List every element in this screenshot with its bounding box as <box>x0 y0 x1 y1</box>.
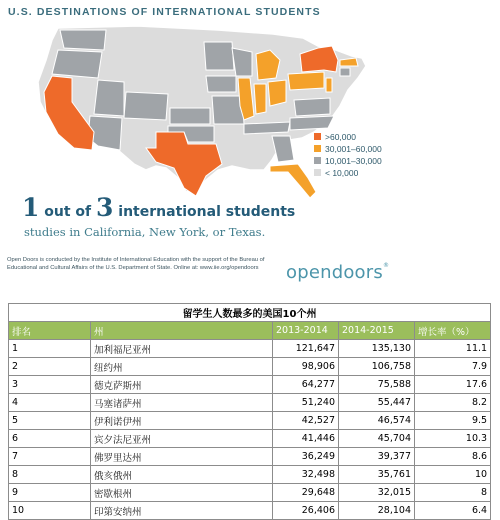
state-co <box>124 92 168 120</box>
legend-item <box>314 131 382 142</box>
rank-cell: 10 <box>9 502 91 520</box>
growth-rate-cell: 10 <box>415 466 491 484</box>
state-ma <box>340 58 358 66</box>
table-row <box>9 412 491 430</box>
logo-registered-mark: ® <box>382 262 390 269</box>
table-header-row <box>9 322 491 340</box>
legend-item <box>314 143 382 154</box>
state-name-cell: 宾夕法尼亚州 <box>91 430 273 448</box>
state-wi <box>232 48 252 76</box>
rank-cell: 7 <box>9 448 91 466</box>
table-row <box>9 394 491 412</box>
growth-rate-cell: 7.9 <box>415 358 491 376</box>
count-2014-2015-cell: 35,761 <box>339 466 415 484</box>
count-2013-2014-cell: 32,498 <box>273 466 339 484</box>
count-2013-2014-cell: 64,277 <box>273 376 339 394</box>
state-ut <box>94 80 124 116</box>
legend-swatch <box>314 133 321 140</box>
credits-text: Open Doors is conducted by the Institute of International Education with the support of the Bureau of Educational and Cultural Affairs of the U.S. Department of State. Online at: www.iie.org/opendoors <box>7 257 265 271</box>
headline-out-of: out of <box>39 204 97 220</box>
growth-rate-cell: 9.5 <box>415 412 491 430</box>
state-oh <box>268 80 286 106</box>
column-header: 增长率（%） <box>415 322 491 340</box>
rank-cell: 3 <box>9 376 91 394</box>
count-2014-2015-cell: 32,015 <box>339 484 415 502</box>
count-2014-2015-cell: 45,704 <box>339 430 415 448</box>
count-2013-2014-cell: 26,406 <box>273 502 339 520</box>
rank-cell: 5 <box>9 412 91 430</box>
table-row <box>9 484 491 502</box>
headline-number-three: 3 <box>96 193 114 222</box>
column-header: 州 <box>91 322 273 340</box>
legend-item <box>314 167 382 178</box>
table-row <box>9 502 491 520</box>
headline <box>22 193 295 222</box>
growth-rate-cell: 8.2 <box>415 394 491 412</box>
count-2014-2015-cell: 39,377 <box>339 448 415 466</box>
growth-rate-cell: 17.6 <box>415 376 491 394</box>
legend-label: >60,000 <box>325 131 356 142</box>
map-title: U.S. DESTINATIONS OF INTERNATIONAL STUDENTS <box>8 6 321 18</box>
state-ks <box>170 108 210 124</box>
count-2014-2015-cell: 135,130 <box>339 340 415 358</box>
growth-rate-cell: 8.6 <box>415 448 491 466</box>
column-header: 排名 <box>9 322 91 340</box>
column-header: 2013-2014 <box>273 322 339 340</box>
legend-label: 30,001–60,000 <box>325 143 382 154</box>
count-2014-2015-cell: 106,758 <box>339 358 415 376</box>
state-nj <box>326 78 332 92</box>
legend-label: < 10,000 <box>325 167 359 178</box>
logo-text: opendoors <box>286 262 383 283</box>
state-name-cell: 伊利诺伊州 <box>91 412 273 430</box>
rank-cell: 6 <box>9 430 91 448</box>
state-pa <box>288 72 324 90</box>
state-name-cell: 密歇根州 <box>91 484 273 502</box>
opendoors-logo <box>286 262 389 283</box>
table-caption: 留学生人数最多的美国10个州 <box>9 304 491 322</box>
state-ga <box>272 136 294 162</box>
state-mn <box>204 42 234 70</box>
table-row <box>9 448 491 466</box>
count-2014-2015-cell: 28,104 <box>339 502 415 520</box>
legend-item <box>314 155 382 166</box>
headline-number-one: 1 <box>22 193 40 222</box>
table-row <box>9 466 491 484</box>
state-ct <box>340 68 350 76</box>
rank-cell: 8 <box>9 466 91 484</box>
top-states-table <box>8 303 491 520</box>
map-legend <box>314 131 382 179</box>
count-2014-2015-cell: 46,574 <box>339 412 415 430</box>
state-nc <box>290 116 334 130</box>
state-in <box>254 84 266 114</box>
state-name-cell: 德克萨斯州 <box>91 376 273 394</box>
legend-swatch <box>314 169 321 176</box>
state-ia <box>206 76 236 92</box>
subheadline: studies in California, New York, or Texas. <box>24 225 266 239</box>
count-2013-2014-cell: 29,648 <box>273 484 339 502</box>
state-name-cell: 印第安纳州 <box>91 502 273 520</box>
count-2013-2014-cell: 36,249 <box>273 448 339 466</box>
state-name-cell: 马塞诸萨州 <box>91 394 273 412</box>
column-header: 2014-2015 <box>339 322 415 340</box>
state-name-cell: 加利福尼亚州 <box>91 340 273 358</box>
state-or <box>52 50 102 78</box>
table-row <box>9 358 491 376</box>
table-row <box>9 376 491 394</box>
count-2013-2014-cell: 41,446 <box>273 430 339 448</box>
count-2013-2014-cell: 98,906 <box>273 358 339 376</box>
table-row <box>9 340 491 358</box>
legend-swatch <box>314 157 321 164</box>
state-name-cell: 纽约州 <box>91 358 273 376</box>
state-wa <box>60 30 106 50</box>
state-tn <box>244 122 290 134</box>
legend-label: 10,001–30,000 <box>325 155 382 166</box>
count-2013-2014-cell: 51,240 <box>273 394 339 412</box>
state-va <box>294 98 330 116</box>
rank-cell: 1 <box>9 340 91 358</box>
growth-rate-cell: 6.4 <box>415 502 491 520</box>
table-body <box>9 340 491 520</box>
state-name-cell: 俄亥俄州 <box>91 466 273 484</box>
table-row <box>9 430 491 448</box>
growth-rate-cell: 11.1 <box>415 340 491 358</box>
rank-cell: 4 <box>9 394 91 412</box>
legend-swatch <box>314 145 321 152</box>
count-2014-2015-cell: 75,588 <box>339 376 415 394</box>
rank-cell: 9 <box>9 484 91 502</box>
growth-rate-cell: 8 <box>415 484 491 502</box>
count-2013-2014-cell: 42,527 <box>273 412 339 430</box>
growth-rate-cell: 10.3 <box>415 430 491 448</box>
rank-cell: 2 <box>9 358 91 376</box>
headline-international-students: international students <box>113 204 296 220</box>
count-2014-2015-cell: 55,447 <box>339 394 415 412</box>
state-name-cell: 佛罗里达州 <box>91 448 273 466</box>
count-2013-2014-cell: 121,647 <box>273 340 339 358</box>
